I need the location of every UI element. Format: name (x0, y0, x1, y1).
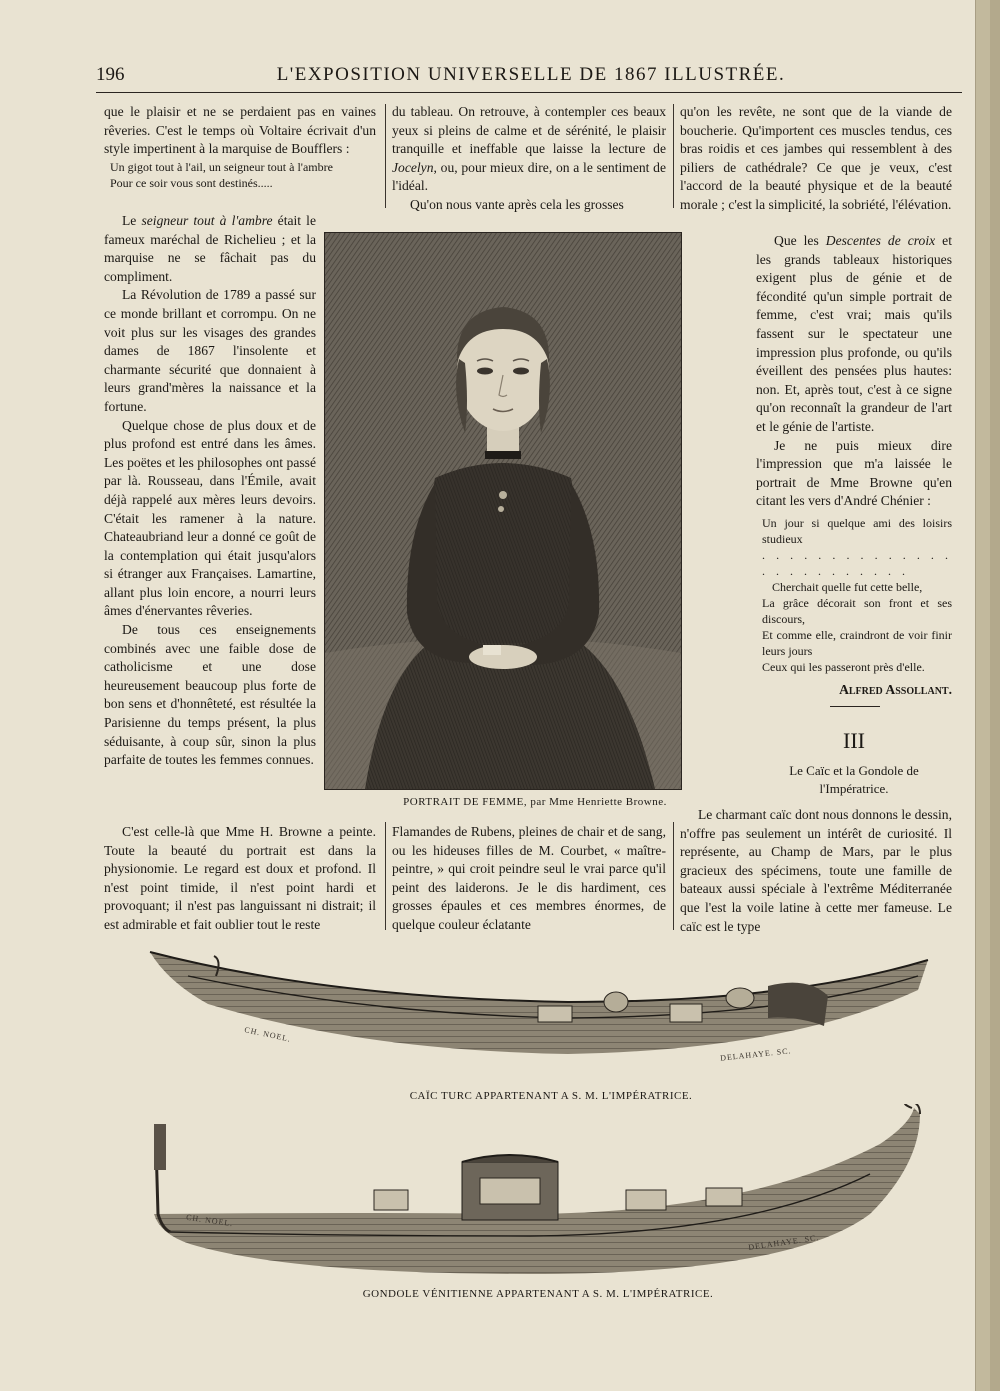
column-3-bottom (680, 806, 952, 936)
engraver-signature: DELAHAYE. SC. (747, 1233, 820, 1252)
verse-line: La grâce décorait son front et ses discours, (762, 595, 952, 626)
paragraph: qu'on les revête, ne sont que de la viande de boucherie. Qu'importent ces muscles tendus, ces bras roidis et ces jambes qui ressemblent à des piliers de cathédrale? Ce que je veux, c'est l'accord de la beauté physique et de la beauté morale ; c'est la simplicité, la sobriété, l'élévation. (680, 104, 952, 212)
verse-ellipsis: . . . . . . . . . . . . . . . . . . . . . . . . . (762, 547, 952, 578)
verse-line: Un jour si quelque ami des loisirs studieux (762, 515, 952, 546)
verse-line: Ceux qui les passeront près d'elle. (762, 659, 925, 674)
paragraph: Le charmant caïc dont nous donnons le dessin, n'offre pas seulement un intérêt de curiosité. Il représente, au Champ de Mars, par le plus gracieux des spécimens, toute une famille de bateaux aussi spéciale à l'extrême Méditerranée que l'est la voile latine à cette mer fameuse. Le caïc est le type (680, 807, 952, 934)
verse-line: Un gigot tout à l'ail, un seigneur tout à l'ambre (110, 159, 333, 174)
gondola-illustration (150, 1104, 926, 1274)
paragraph: La Révolution de 1789 a passé sur ce monde brillant et corrompu. On ne voit plus sur les visages des grandes dames de 1867 l'insolente et charmante sécurité que donnaient à leurs grand'mères la naissance et la fortune. (104, 287, 316, 414)
engraver-signature: DELAHAYE. SC. (719, 1046, 792, 1063)
paragraph: du tableau. On retrouve, à contempler ces beaux yeux si pleins de calme et de sérénité, le plaisir tranquille et ineffable que laisse la lecture de Jocelyn, ou, pour mieux dire, on a le sentiment de l'idéal. (392, 104, 666, 194)
gondola-engraving (150, 1104, 926, 1274)
paragraph: De tous ces enseignements combinés avec une faible dose de catholicisme et une dose heureusement beaucoup plus forte de bon sens et d'honnêteté, est résultée la Parisienne du temps présent, la plus séduisante, à coup sûr, sinon la plus parfaite de toutes les femmes connues. (104, 622, 316, 768)
section-rule (830, 706, 880, 707)
paragraph: Je ne puis mieux dire l'impression que m'a laissée le portrait de Mme Browne qu'en citant les vers d'André Chénier : (756, 437, 952, 509)
header-rule (96, 92, 962, 93)
verse-line: Pour ce soir vous sont destinés..... (110, 175, 273, 190)
paragraph: Que les Descentes de croix et les grands tableaux historiques exigent plus de génie et de fécondité qu'un simple portrait de femme, c'est vrai; mais qu'ils fassent sur le spectateur une impression plus profonde, ou qu'ils éveillent des pensées plus hautes: non. Et, après tout, c'est à ce signe qu'on reconnaît la grandeur de l'art et le génie de l'artiste. (756, 233, 952, 434)
portrait-illustration (325, 233, 681, 789)
engraver-signature: CH. NOEL. (185, 1212, 234, 1229)
author-signature: Alfred Assollant. (839, 681, 952, 697)
section-number: III (843, 728, 865, 753)
page-header (96, 64, 966, 90)
paragraph: Qu'on nous vante après cela les grosses (410, 196, 624, 212)
column-3-narrow (756, 232, 952, 700)
caique-engraving (148, 946, 954, 1070)
paragraph: Flamandes de Rubens, pleines de chair et de sang, ou les hideuses filles de M. Courbet, « maître-peintre, » qui croit peindre seul le vrai parce qu'il peint des laiderons. Je le dis hardiment, ces grosses épaules et ces membres énormes, de quelque couleur éclatante (392, 824, 666, 932)
gondola-caption: GONDOLE VÉNITIENNE APPARTENANT A S. M. L'IMPÉRATRICE. (362, 1288, 714, 1300)
caique-illustration (148, 946, 954, 1070)
page-number: 196 (96, 64, 125, 85)
page-edge (990, 0, 1000, 1391)
column-1-bottom (104, 823, 376, 935)
paragraph: Le seigneur tout à l'ambre était le fameux maréchal de Richelieu ; et la marquise ne se fâchait pas du compliment. (104, 213, 316, 284)
portrait-engraving (324, 232, 682, 790)
column-divider (385, 104, 386, 208)
engraver-signature: CH. NOEL. (243, 1025, 292, 1044)
column-divider (673, 104, 674, 208)
column-divider (673, 822, 674, 930)
verse-line: Et comme elle, craindront de voir finir leurs jours (762, 627, 952, 658)
column-divider (385, 822, 386, 930)
column-1-top (104, 103, 376, 191)
paragraph: Quelque chose de plus doux et de plus profond est entré dans les âmes. Les poëtes et les philosophes ont passé par là. Rousseau, dans l'Émile, avait déjà rappelé aux mères leurs devoirs. C'était les ramener à la nature. Chateaubriand leur a donné ce goût de la contemplation qui était jusqu'alors si étranger aux Françaises. Lamartine, allant plus loin encore, a nourri leurs âmes d'énervantes rêveries. (104, 417, 316, 619)
caique-caption: CAÏC TURC APPARTENANT A S. M. L'IMPÉRATRICE. (409, 1090, 693, 1102)
column-3-top (680, 103, 952, 215)
section-title: Le Caïc et la Gondole de l'Impératrice. (789, 763, 919, 796)
portrait-caption: PORTRAIT DE FEMME, par Mme Henriette Browne. (403, 796, 667, 808)
paragraph: C'est celle-là que Mme H. Browne a peinte. Toute la beauté du portrait est dans la physionomie. Le regard est doux et profond. Il n'est point timide, il n'est point hardi et provoquant; il n'est pas languissant ni distrait; il est admirable et fait oublier tout le reste (104, 824, 376, 932)
publication-title: L'EXPOSITION UNIVERSELLE DE 1867 ILLUSTRÉE. (276, 64, 786, 85)
column-1-narrow (104, 212, 316, 770)
column-2-bottom (392, 823, 666, 935)
verse-line: Cherchait quelle fut cette belle, (772, 579, 923, 594)
column-2-top (392, 103, 666, 215)
paragraph: que le plaisir et ne se perdaient pas en vaines rêveries. C'est le temps où Voltaire écrivait d'un style impertinent à la marquise de Boufflers : (104, 104, 376, 157)
